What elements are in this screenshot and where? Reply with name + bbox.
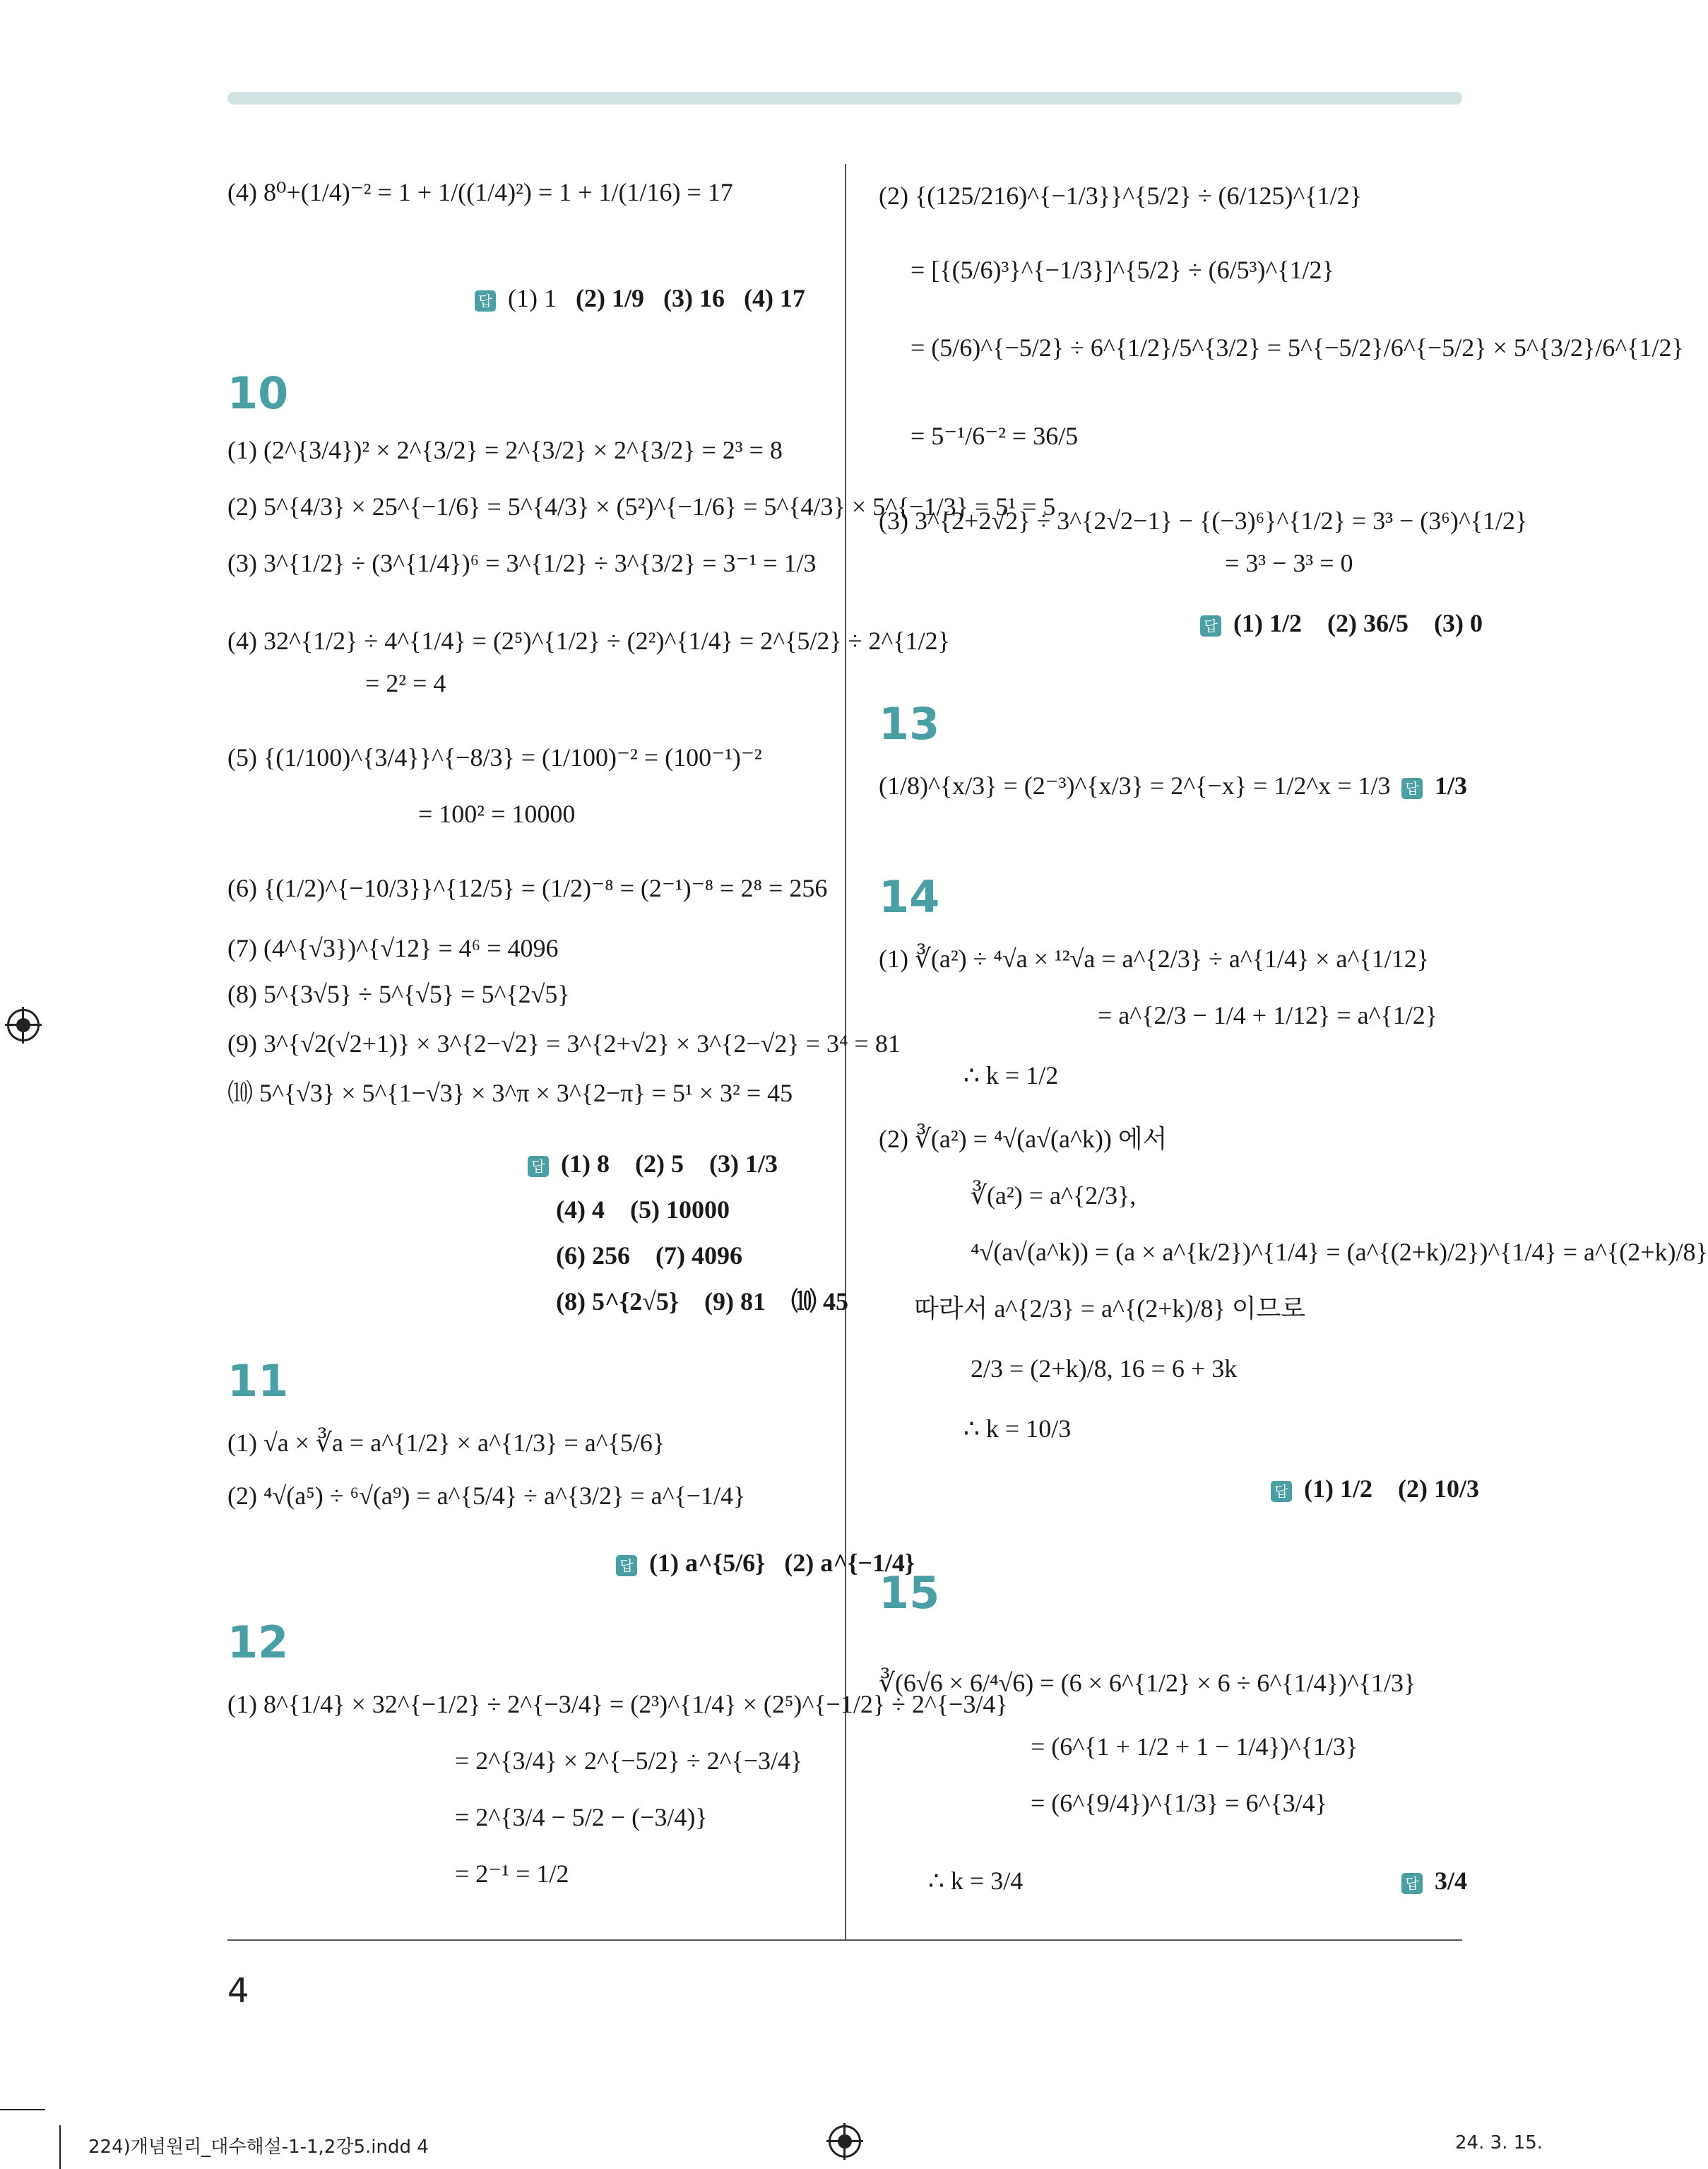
solution-line: (1/8)^{x/3} = (2⁻³)^{x/3} = 2^{−x} = 1/2^x = 1/3 <box>879 772 1391 800</box>
answer-box: (8) 5^{2√5} (9) 81 ⑽ 45 <box>556 1287 849 1316</box>
solution-line: 따라서 a^{2/3} = a^{(2+k)/8} 이므로 <box>914 1294 1306 1323</box>
solution-line: (2) {(125/216)^{−1/3}}^{5/2} ÷ (6/125)^{1/2} <box>879 182 1362 210</box>
solution-line: (7) (4^{√3})^{√12} = 4⁶ = 4096 <box>227 934 559 962</box>
problem-number: 13 <box>879 698 940 750</box>
solution-line: (4) 8⁰+(1/4)⁻² = 1 + 1/((1/4)²) = 1 + 1/(1/16) = 17 <box>227 178 733 206</box>
registration-mark-icon <box>829 2125 861 2158</box>
answer-box: 답 1/3 <box>1401 770 1467 801</box>
answer-badge-icon: 답 <box>1271 1481 1292 1502</box>
solution-line: (3) 3^{2+2√2} ÷ 3^{2√2−1} − {(−3)⁶}^{1/2} = 3³ − (3⁶)^{1/2} <box>879 507 1528 535</box>
answer-box: 답 3/4 <box>1401 1865 1467 1896</box>
solution-line: = a^{2/3 − 1/4 + 1/12} = a^{1/2} <box>1098 1001 1438 1029</box>
solution-line: = 2^{3/4} × 2^{−5/2} ÷ 2^{−3/4} <box>455 1747 803 1775</box>
problem-number: 11 <box>227 1355 289 1407</box>
answer-box: 답 (1) 1 (2) 1/9 (3) 16 (4) 17 <box>475 283 805 314</box>
solution-line: (6) {(1/2)^{−10/3}}^{12/5} = (1/2)⁻⁸ = (2⁻¹)⁻⁸ = 2⁸ = 256 <box>227 874 828 902</box>
crop-mark <box>59 2125 61 2169</box>
solution-line: = 2² = 4 <box>365 669 446 697</box>
solution-line: ∴ k = 3/4 <box>928 1867 1024 1895</box>
solution-line: = (5/6)^{−5/2} ÷ 6^{1/2}/5^{3/2} = 5^{−5/2}/6^{−5/2} × 5^{3/2}/6^{1/2} <box>911 333 1684 362</box>
solution-line: (9) 3^{√2(√2+1)} × 3^{2−√2} = 3^{2+√2} × 3^{2−√2} = 3⁴ = 81 <box>227 1029 901 1058</box>
problem-number: 10 <box>227 367 289 419</box>
solution-line: (2) ∛(a²) = ⁴√(a√(a^k)) 에서 <box>879 1125 1168 1153</box>
answer-badge-icon: 답 <box>1401 1873 1423 1894</box>
solution-line: (1) ∛(a²) ÷ ⁴√a × ¹²√a = a^{2/3} ÷ a^{1/4} × a^{1/12} <box>879 945 1429 973</box>
solution-line: ∛(6√6 × 6/⁴√6) = (6 × 6^{1/2} × 6 ÷ 6^{1/4})^{1/3} <box>879 1669 1416 1697</box>
solution-line: (2) ⁴√(a⁵) ÷ ⁶√(a⁹) = a^{5/4} ÷ a^{3/2} = a^{−1/4} <box>227 1482 746 1510</box>
bottom-rule <box>227 1939 1462 1941</box>
solution-line: 2/3 = (2+k)/8, 16 = 6 + 3k <box>971 1354 1238 1383</box>
crop-mark <box>0 2109 45 2110</box>
answer-badge-icon: 답 <box>528 1156 549 1177</box>
answer-box: 답 (1) 8 (2) 5 (3) 1/3 <box>528 1148 778 1179</box>
answer-box: (6) 256 (7) 4096 <box>556 1241 742 1270</box>
answer-box: (4) 4 (5) 10000 <box>556 1195 730 1224</box>
solution-line: ⑽ 5^{√3} × 5^{1−√3} × 3^π × 3^{2−π} = 5¹ × 3² = 45 <box>227 1079 793 1107</box>
answer-box: 답 (1) 1/2 (2) 10/3 <box>1271 1473 1479 1504</box>
solution-line: = (6^{9/4})^{1/3} = 6^{3/4} <box>1031 1789 1327 1817</box>
solution-line: = 5⁻¹/6⁻² = 36/5 <box>911 422 1079 450</box>
problem-number: 12 <box>227 1617 289 1668</box>
solution-line: (8) 5^{3√5} ÷ 5^{√5} = 5^{2√5} <box>227 980 570 1008</box>
answer-badge-icon: 답 <box>1401 778 1423 799</box>
solution-line: = 100² = 10000 <box>418 800 576 828</box>
solution-line: (1) 8^{1/4} × 32^{−1/2} ÷ 2^{−3/4} = (2³)^{1/4} × (2⁵)^{−1/2} ÷ 2^{−3/4} <box>227 1690 1008 1718</box>
answer-badge-icon: 답 <box>1200 615 1221 637</box>
top-decorative-bar <box>227 92 1462 105</box>
solution-line: = 3³ − 3³ = 0 <box>1225 549 1353 577</box>
solution-line: = [{(5/6)³}^{−1/3}]^{5/2} ÷ (6/5³)^{1/2} <box>911 256 1334 284</box>
footer-file-info: 224)개념원리_대수해설-1-1,2강5.indd 4 <box>88 2137 429 2158</box>
solution-line: = 2⁻¹ = 1/2 <box>455 1860 569 1888</box>
solution-line: (5) {(1/100)^{3/4}}^{−8/3} = (1/100)⁻² = (100⁻¹)⁻² <box>227 743 762 772</box>
answer-badge-icon: 답 <box>616 1555 637 1576</box>
registration-mark-icon <box>7 1009 40 1041</box>
solution-line: (1) √a × ∛a = a^{1/2} × a^{1/3} = a^{5/6} <box>227 1429 665 1457</box>
answer-badge-icon: 답 <box>475 290 496 312</box>
problem-number: 15 <box>879 1567 940 1619</box>
solution-line: ∴ k = 10/3 <box>963 1414 1072 1443</box>
solution-line: ⁴√(a√(a^k)) = (a × a^{k/2})^{1/4} = (a^{(2+k)/2})^{1/4} = a^{(2+k)/8} <box>971 1238 1708 1266</box>
solution-line: ∛(a²) = a^{2/3}, <box>971 1181 1137 1210</box>
solution-line: (2) 5^{4/3} × 25^{−1/6} = 5^{4/3} × (5²)^{−1/6} = 5^{4/3} × 5^{−1/3} = 5¹ = 5 <box>227 492 1056 521</box>
solution-line: (3) 3^{1/2} ÷ (3^{1/4})⁶ = 3^{1/2} ÷ 3^{3/2} = 3⁻¹ = 1/3 <box>227 549 817 577</box>
problem-number: 14 <box>879 871 940 923</box>
solution-line: (4) 32^{1/2} ÷ 4^{1/4} = (2⁵)^{1/2} ÷ (2²)^{1/4} = 2^{5/2} ÷ 2^{1/2} <box>227 627 950 655</box>
page-number: 4 <box>227 1971 249 2011</box>
solution-line: ∴ k = 1/2 <box>963 1061 1059 1089</box>
solution-line: = (6^{1 + 1/2 + 1 − 1/4})^{1/3} <box>1031 1732 1358 1761</box>
solution-line: = 2^{3/4 − 5/2 − (−3/4)} <box>455 1803 708 1831</box>
solution-line: (1) (2^{3/4})² × 2^{3/2} = 2^{3/2} × 2^{3/2} = 2³ = 8 <box>227 436 783 464</box>
answer-box: 답 (1) a^{5/6} (2) a^{−1/4} <box>616 1547 915 1578</box>
footer-date: 24. 3. 15. <box>1455 2132 1543 2153</box>
answer-box: 답 (1) 1/2 (2) 36/5 (3) 0 <box>1200 608 1483 639</box>
